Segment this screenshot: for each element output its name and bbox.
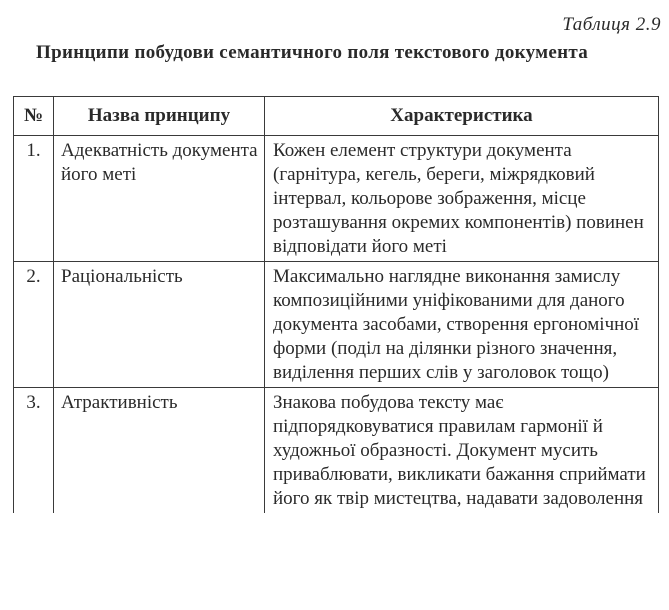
principle-characteristic: Максимально наглядне виконання замислу композиційними уніфікованими для даного документа засобами, створення ергономічної форми (поділ на ділянки різного значення, виділення перших слів у заголовок тощо) [265, 262, 659, 388]
table-row [14, 388, 659, 514]
principle-characteristic: Кожен елемент структури документа (гарнітура, кегель, береги, міжрядковий інтервал, кольорове зображення, місце розташування окремих компонентів) повинен відповідати його меті [265, 136, 659, 262]
principle-characteristic: Знакова побудова тексту має підпорядковуватися правилам гармонії й художньої образності. Документ мусить приваблювати, викликати бажання сприймати його як твір мистецтва, надавати задоволення [265, 388, 659, 514]
row-number: 3. [14, 388, 54, 514]
table-row [14, 262, 659, 388]
table-number-label: Таблиця 2.9 [562, 14, 661, 35]
header-number: № [14, 97, 54, 136]
principle-name: Адекватність документа його меті [54, 136, 265, 262]
table-title: Принципи побудови семантичного поля текстового документа [36, 42, 589, 63]
principle-name: Раціональність [54, 262, 265, 388]
row-number: 1. [14, 136, 54, 262]
row-number: 2. [14, 262, 54, 388]
principles-table [13, 96, 659, 513]
principle-name: Атрактивність [54, 388, 265, 514]
table-header-row [14, 97, 659, 136]
table-row [14, 136, 659, 262]
header-characteristic: Характеристика [265, 97, 659, 136]
header-name: Назва принципу [54, 97, 265, 136]
